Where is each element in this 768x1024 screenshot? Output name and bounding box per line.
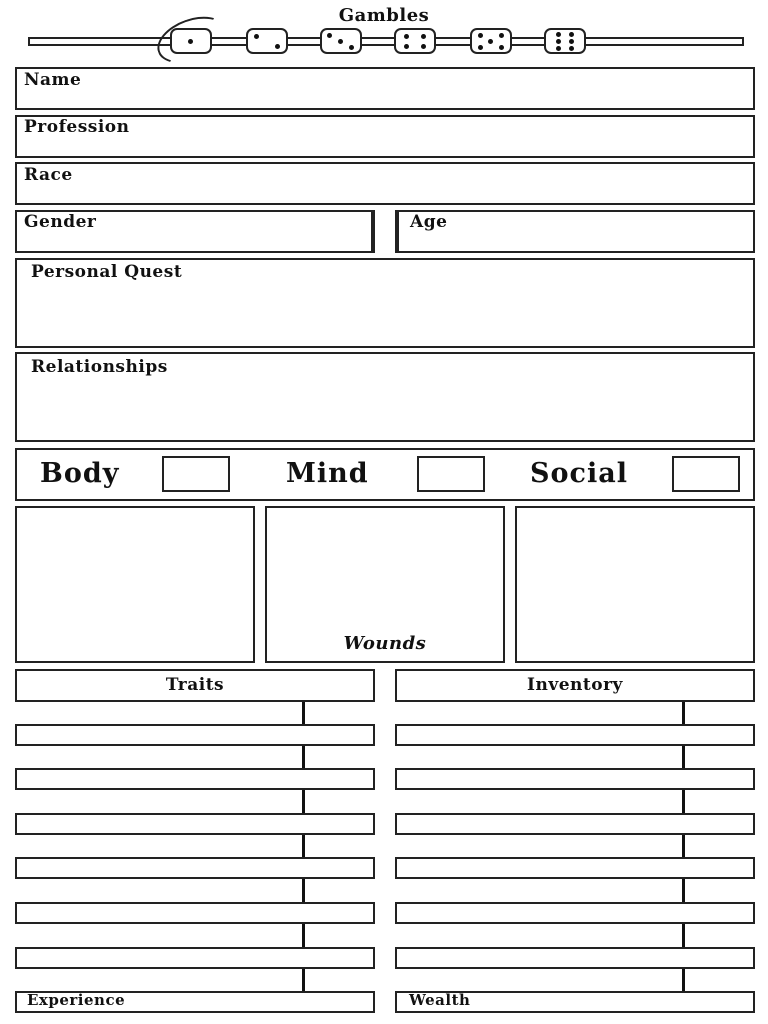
relationships-label: Relationships <box>31 357 168 377</box>
traits-row-4[interactable] <box>15 857 375 879</box>
personal-quest-label: Personal Quest <box>31 262 183 282</box>
experience-label: Experience <box>27 991 126 1009</box>
die-face-2[interactable] <box>246 28 288 54</box>
inventory-row-5[interactable] <box>395 902 755 924</box>
age-label: Age <box>410 212 448 232</box>
personal-quest-field[interactable] <box>15 258 755 348</box>
traits-header: Traits <box>15 669 375 702</box>
name-field[interactable] <box>15 67 755 110</box>
wound-box-3[interactable] <box>515 506 755 663</box>
inventory-header: Inventory <box>395 669 755 702</box>
die-face-1[interactable] <box>170 28 212 54</box>
inventory-row-4[interactable] <box>395 857 755 879</box>
gambles-title: Gambles <box>338 5 430 26</box>
stats-panel <box>15 448 755 501</box>
traits-row-2[interactable] <box>15 768 375 790</box>
die-face-4[interactable] <box>394 28 436 54</box>
gender-label: Gender <box>24 212 97 232</box>
social-label: Social <box>530 458 628 489</box>
traits-row-3[interactable] <box>15 813 375 835</box>
profession-label: Profession <box>24 117 130 137</box>
traits-row-5[interactable] <box>15 902 375 924</box>
wound-box-2[interactable] <box>265 506 505 663</box>
race-field[interactable] <box>15 162 755 205</box>
body-label: Body <box>40 458 120 489</box>
inventory-row-1[interactable] <box>395 724 755 746</box>
die-face-3[interactable] <box>320 28 362 54</box>
die-face-5[interactable] <box>470 28 512 54</box>
profession-field[interactable] <box>15 115 755 158</box>
mind-label: Mind <box>286 458 369 489</box>
wound-box-1[interactable] <box>15 506 255 663</box>
traits-row-6[interactable] <box>15 947 375 969</box>
social-score-box[interactable] <box>672 456 740 492</box>
race-label: Race <box>24 165 73 185</box>
name-label: Name <box>24 70 82 90</box>
inventory-row-6[interactable] <box>395 947 755 969</box>
traits-row-1[interactable] <box>15 724 375 746</box>
wealth-label: Wealth <box>409 991 471 1009</box>
mind-score-box[interactable] <box>417 456 485 492</box>
die-face-6[interactable] <box>544 28 586 54</box>
age-field[interactable] <box>395 210 755 253</box>
gambles-track <box>28 37 744 46</box>
inventory-row-3[interactable] <box>395 813 755 835</box>
inventory-row-2[interactable] <box>395 768 755 790</box>
wealth-field[interactable] <box>395 991 755 1013</box>
wounds-label: Wounds <box>343 633 427 654</box>
relationships-field[interactable] <box>15 352 755 442</box>
experience-field[interactable] <box>15 991 375 1013</box>
body-score-box[interactable] <box>162 456 230 492</box>
gender-field[interactable] <box>15 210 375 253</box>
